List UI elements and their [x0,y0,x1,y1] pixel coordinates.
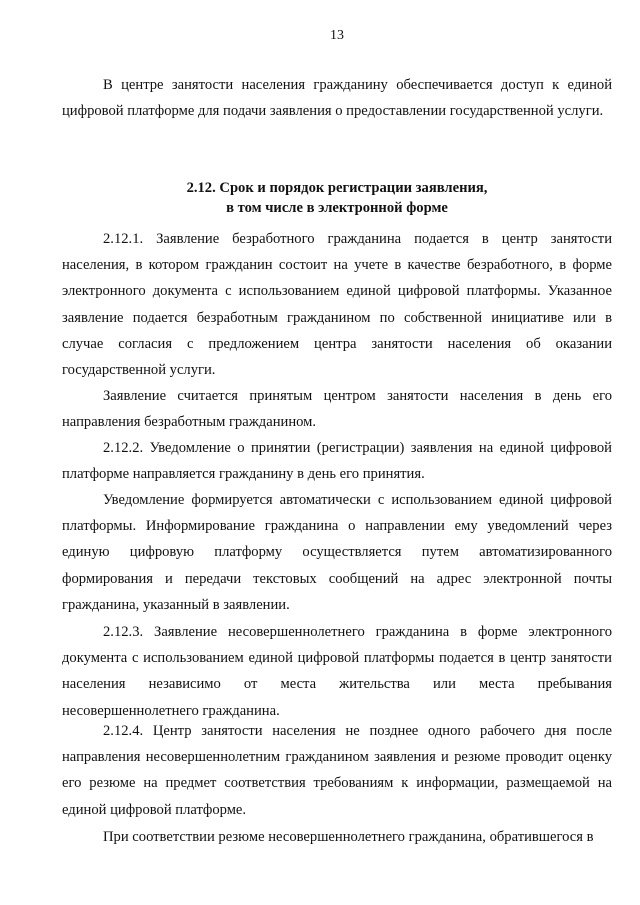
page-number: 13 [330,28,344,43]
section-heading-line-1: 2.12. Срок и порядок регистрации заявления, [186,180,488,196]
paragraph-resume-compliance: При соответствии резюме несовершеннолетнего гражданина, обратившегося в [103,829,594,845]
paragraph-2-12-2: 2.12.2. Уведомление о принятии (регистрации) заявления на единой цифровой платформе направляется гражданину в день его принятия. [62,440,612,483]
paragraph-notification: Уведомление формируется автоматически с использованием единой цифровой платформы. Информирование гражданина о направлении ему уведомлений через единую цифровую платформу осуществляется путем автоматизированного формирования и передачи текстовых сообщений на адрес электронной почты гражданина, указанный в заявлении. [62,492,612,613]
section-heading [62,178,612,218]
paragraph-2-12-1: 2.12.1. Заявление безработного гражданина подается в центр занятости населения, в котором гражданин состоит на учете в качестве безработного, в форме электронного документа с использованием единой цифровой платформы. Указанное заявление подается безработным гражданином по собственной инициативе или в случае согласия с предложением центра занятости населения об оказании государственной услуги. [62,231,612,379]
intro-paragraph: В центре занятости населения гражданину обеспечивается доступ к единой цифровой платформе для подачи заявления о предоставлении государственной услуги. [62,77,612,120]
paragraph-2-12-4: 2.12.4. Центр занятости населения не позднее одного рабочего дня после направления несовершеннолетним гражданином заявления и резюме проводит оценку его резюме на предмет соответствия требованиям к информации, размещаемой на единой цифровой платформе. [62,723,612,818]
section-heading-line-2: в том числе в электронной форме [226,200,448,216]
paragraph-2-12-3: 2.12.3. Заявление несовершеннолетнего гражданина в форме электронного документа с использованием единой цифровой платформы подается в центр занятости населения независимо от места жительства или места пребывания несовершеннолетнего гражданина. [62,624,612,719]
paragraph-acceptance: Заявление считается принятым центром занятости населения в день его направления безработным гражданином. [62,388,612,431]
